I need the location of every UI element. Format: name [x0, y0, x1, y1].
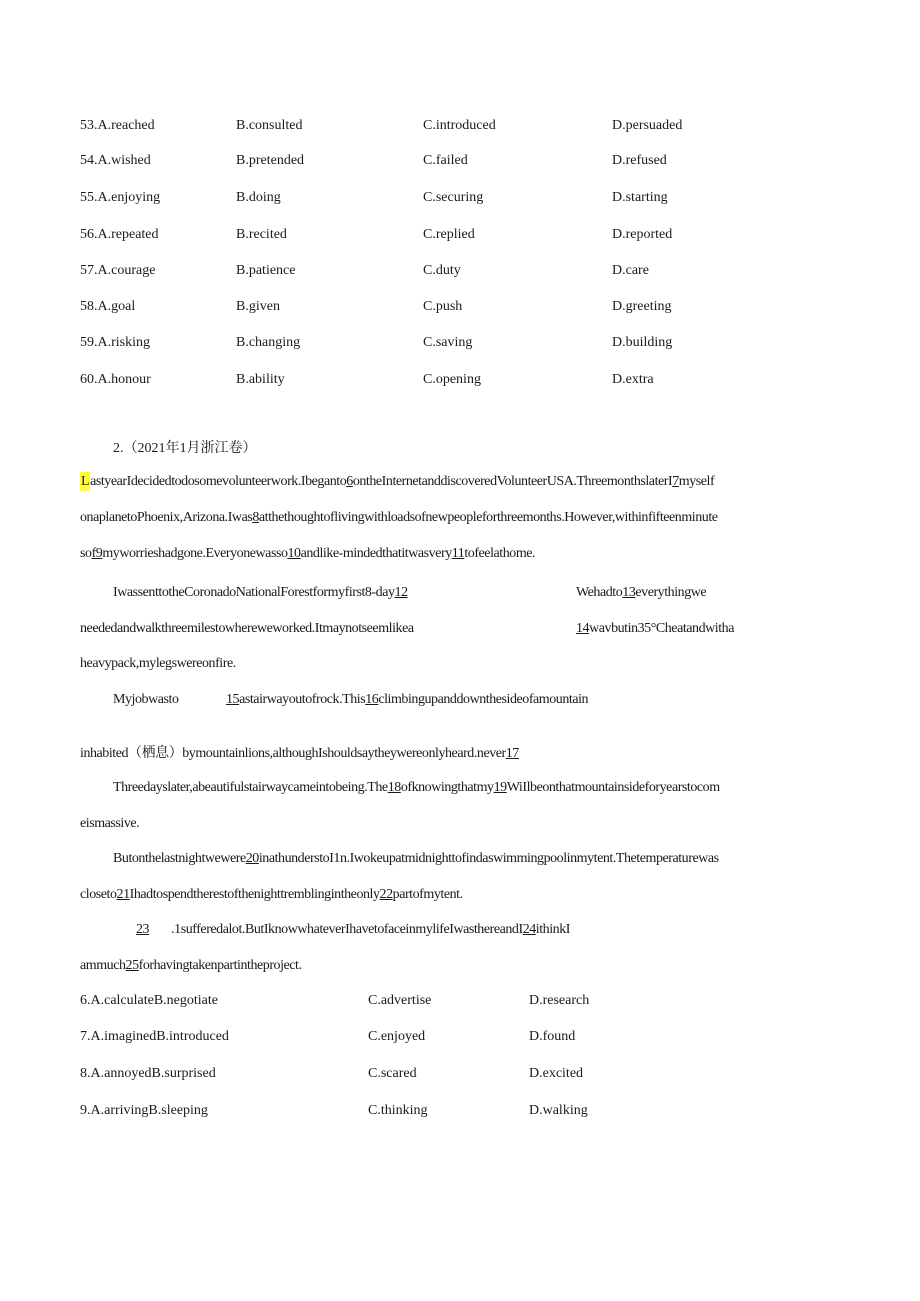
passage-line: [136, 922, 570, 938]
blank-number: f9: [91, 546, 103, 561]
option-d: D.reported: [612, 227, 673, 242]
option-a: 58.A.goal: [80, 299, 136, 314]
text: .1sufferedalot.ButIknowwhateverIhavetofaceinmylifeIwasthereandI: [171, 922, 523, 937]
option-d: D.care: [612, 263, 649, 278]
passage-line: [113, 692, 179, 708]
option-c: C.opening: [423, 372, 481, 387]
text: Butonthelastnightwewere: [113, 851, 246, 866]
option-c: C.enjoyed: [368, 1029, 426, 1044]
blank-number: 18: [387, 780, 401, 795]
text: onaplanetoPhoenix,Arizona.Iwas: [80, 510, 253, 525]
section-heading: 2.（2021年1月浙江卷）: [113, 441, 257, 456]
option-c: C.push: [423, 299, 463, 314]
text: heavypack,mylegswereonfire.: [80, 656, 236, 671]
blank-number: 17: [505, 746, 519, 761]
text: IwassenttotheCoronadoNationalForestformyfirst8-day: [113, 585, 395, 600]
blank-number: 13: [622, 585, 636, 600]
option-ab: 6.A.calculateB.negotiate: [80, 993, 218, 1008]
text: forhavingtakenpartintheproject.: [138, 958, 302, 973]
text: atthethoughtoflivingwithloadsofnewpeopleforthreemonths.However,withinfifteenminute: [258, 510, 718, 525]
blank-number: 23: [136, 922, 150, 937]
option-c: C.scared: [368, 1066, 417, 1081]
blank-number: 7: [672, 474, 679, 489]
text: neededandwalkthreemilestowhereweworked.Itmaynotseemlikea: [80, 621, 414, 636]
option-c: C.saving: [423, 335, 473, 350]
text: everythingwe: [635, 585, 707, 600]
text: eismassive.: [80, 816, 140, 831]
option-a: 56.A.repeated: [80, 227, 159, 242]
text: ontheInternetanddiscoveredVolunteerUSA.ThreemonthslaterI: [352, 474, 673, 489]
option-d: D.extra: [612, 372, 654, 387]
passage-line-fragment: [576, 585, 706, 601]
option-b: B.recited: [236, 227, 287, 242]
option-d: D.research: [529, 993, 590, 1008]
blank-number: 21: [116, 887, 130, 902]
text: ammuch: [80, 958, 126, 973]
option-d: D.refused: [612, 153, 667, 168]
blank-number: 15: [226, 692, 240, 707]
passage-line: [80, 546, 535, 562]
text: Ihadtospendtherestofthenighttremblingintheonly: [129, 887, 380, 902]
option-a: 60.A.honour: [80, 372, 151, 387]
option-c: C.introduced: [423, 118, 496, 133]
option-ab: 8.A.annoyedB.surprised: [80, 1066, 216, 1081]
option-ab: 9.A.arrivingB.sleeping: [80, 1103, 208, 1118]
text: andlike-mindedthatitwasvery: [300, 546, 452, 561]
passage-line: [113, 851, 719, 867]
blank-number: 24: [522, 922, 536, 937]
passage-line: [113, 780, 720, 796]
text: astairwayoutofrock.This: [239, 692, 366, 707]
option-b: B.consulted: [236, 118, 303, 133]
blank-number: 16: [365, 692, 379, 707]
option-c: C.failed: [423, 153, 468, 168]
text: closeto: [80, 887, 117, 902]
text: climbingupanddownthesideofamountain: [378, 692, 589, 707]
option-d: D.excited: [529, 1066, 584, 1081]
text: inathunderstoI1n.Iwokeupatmidnighttofindaswimmingpoolinmytent.Thetemperaturewas: [258, 851, 719, 866]
text: WiIlbeonthatmountainsideforyearstocom: [506, 780, 720, 795]
blank-number: 25: [125, 958, 139, 973]
text: Threedayslater,abeautifulstairwaycameintobeing.The: [113, 780, 388, 795]
text: Wehadto: [576, 585, 623, 600]
text: partofmytent.: [392, 887, 463, 902]
option-a: 54.A.wished: [80, 153, 151, 168]
blank-number: 20: [245, 851, 259, 866]
blank-number: 10: [287, 546, 301, 561]
option-b: B.pretended: [236, 153, 305, 168]
blank-number: 14: [576, 621, 590, 636]
passage-line: [80, 742, 519, 762]
blank-number: 6: [346, 474, 353, 489]
text: ofknowingthatmy: [400, 780, 494, 795]
option-b: B.ability: [236, 372, 285, 387]
text: ithinkI: [535, 922, 570, 937]
passage-line-fragment: [576, 621, 734, 637]
option-d: D.starting: [612, 190, 668, 205]
highlighted-letter: L: [81, 474, 90, 489]
text: myworrieshadgone.Everyonewasso: [102, 546, 288, 561]
text: myself: [678, 474, 715, 489]
option-b: B.given: [236, 299, 280, 314]
passage-line: [80, 887, 463, 903]
passage-line: [80, 958, 302, 974]
text: tofeelathome.: [464, 546, 536, 561]
passage-line: [80, 621, 414, 637]
passage-line: [113, 585, 408, 601]
option-c: C.thinking: [368, 1103, 428, 1118]
text: wavbutin35°Cheatandwitha: [589, 621, 734, 636]
passage-line: [80, 816, 139, 832]
option-c: C.duty: [423, 263, 461, 278]
text: so: [80, 546, 92, 561]
passage-line: [80, 656, 236, 672]
option-c: C.advertise: [368, 993, 432, 1008]
option-ab: 7.A.imaginedB.introduced: [80, 1029, 229, 1044]
option-d: D.persuaded: [612, 118, 683, 133]
option-d: D.greeting: [612, 299, 672, 314]
passage-line-fragment: [226, 692, 588, 708]
option-d: D.walking: [529, 1103, 588, 1118]
blank-number: 19: [493, 780, 507, 795]
text: inhabited（栖息）bymountainlions,althoughIshouldsaytheywereonlyheard.never: [80, 746, 506, 761]
option-a: 59.A.risking: [80, 335, 150, 350]
text: Myjobwasto: [113, 692, 179, 707]
passage-line: [80, 474, 714, 490]
option-d: D.found: [529, 1029, 576, 1044]
blank-number: 8: [252, 510, 259, 525]
option-c: C.replied: [423, 227, 475, 242]
option-b: B.changing: [236, 335, 301, 350]
option-a: 55.A.enjoying: [80, 190, 161, 205]
option-a: 53.A.reached: [80, 118, 155, 133]
option-c: C.securing: [423, 190, 484, 205]
option-d: D.building: [612, 335, 673, 350]
option-b: B.patience: [236, 263, 296, 278]
blank-number: 22: [379, 887, 393, 902]
blank-number: 12: [394, 585, 408, 600]
option-a: 57.A.courage: [80, 263, 156, 278]
passage-line: [80, 510, 718, 526]
text: astyearIdecidedtodosomevolunteerwork.Ibeganto: [90, 474, 347, 489]
option-b: B.doing: [236, 190, 281, 205]
blank-number: 11: [451, 546, 465, 561]
